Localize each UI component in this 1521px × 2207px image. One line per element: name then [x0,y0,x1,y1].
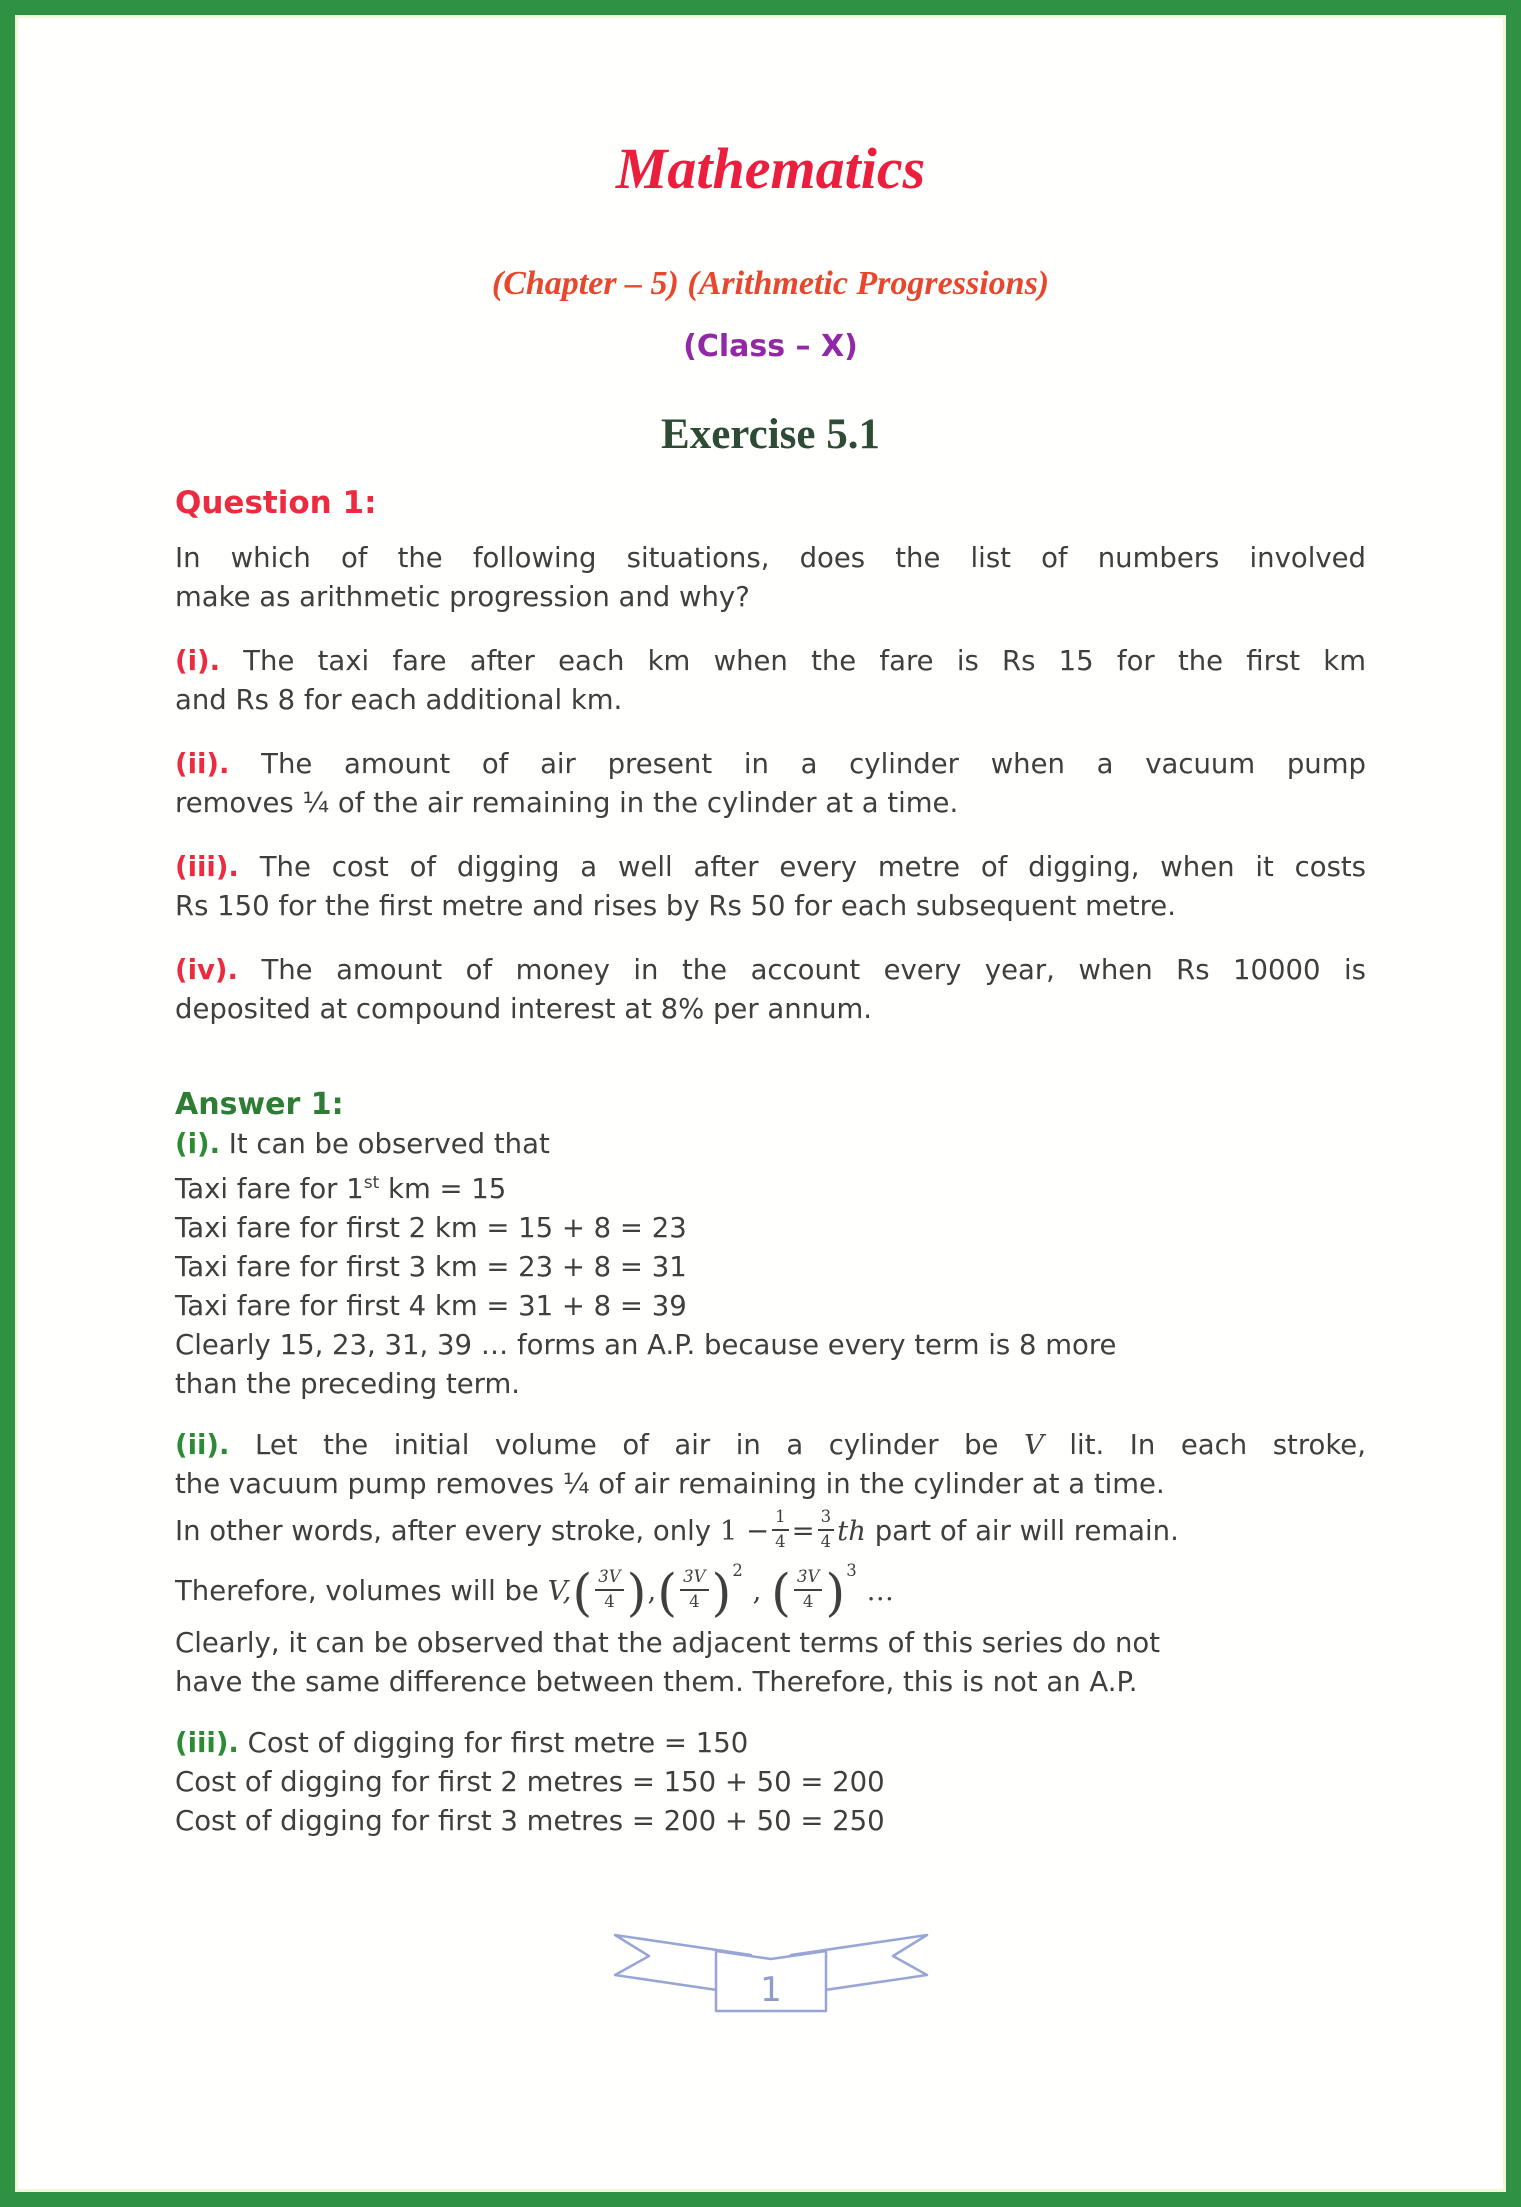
question-item-iii [175,848,1366,926]
fraction-three-fourth: $\frac{3}{4}$ [818,1509,835,1550]
item-text: It can be observed that [228,1128,550,1160]
fraction-3v4-cubed [771,1561,857,1623]
variable-v: V, [547,1575,572,1608]
item-text: Cost of digging for first metre = 150 [247,1727,749,1760]
answer-part-iii [175,1724,1366,1841]
chapter-subtitle: (Chapter – 5) (Arithmetic Progressions) [491,265,1050,302]
text-line: In which of the following situations, does the list of numbers involved [175,542,1366,574]
left-paren: ( [657,1563,678,1623]
text-line [175,848,1366,887]
page-number: 1 [759,1970,782,2011]
item-text: The amount of air present in a cylinder when a vacuum pump [261,748,1366,780]
text-line: Cost of digging for first 3 metres = 200 + 50 = 250 [175,1805,885,1838]
text-line: and Rs 8 for each additional km. [175,684,623,716]
variable-v: V [1024,1429,1044,1462]
class-subtitle: (Class – X) [683,329,858,364]
text-line: have the same difference between them. Therefore, this is not an A.P. [175,1666,1138,1699]
item-text: lit. In each stroke, [1069,1429,1366,1462]
text-line: make as arithmetic progression and why? [175,581,750,613]
fraction: $\frac{3V}{4}$ [680,1569,708,1610]
left-paren: ( [572,1563,593,1623]
item-marker: (ii). [175,1429,230,1462]
answer-part-ii [175,1426,1366,1702]
volumes-lead: Therefore, volumes will be [175,1575,539,1608]
text-line: Cost of digging for first 2 metres = 150 + 50 = 200 [175,1766,885,1799]
exponent-3: 3 [846,1561,857,1580]
item-text: Let the initial volume of air in a cylinder be [254,1429,999,1462]
question-item-i [175,642,1366,720]
exponent-2: 2 [732,1561,743,1580]
math-expression [719,1507,866,1551]
text-line [175,1426,1366,1465]
item-text: km = 15 [388,1173,507,1206]
text-line: Rs 150 for the first metre and rises by Rs 50 for each subsequent metre. [175,890,1176,922]
text-line: than the preceding term. [175,1368,520,1401]
text-line: Clearly 15, 23, 31, 39 … forms an A.P. because every term is 8 more [175,1329,1117,1362]
item-marker: (iii). [175,1727,239,1760]
text-line [175,745,1366,784]
left-paren: ( [771,1563,791,1623]
item-marker: (i). [175,645,221,677]
page-number-ribbon [601,1911,941,2021]
question-item-iv [175,951,1366,1029]
question-heading: Question 1: [175,485,377,521]
text-line: Taxi fare for first 4 km = 31 + 8 = 39 [175,1290,687,1323]
question-item-ii [175,745,1366,823]
item-text: The amount of money in the account every year, when Rs 10000 is [261,954,1366,986]
text-line [175,642,1366,681]
math-term: 1 [719,1515,738,1548]
formula-line [175,1504,1366,1563]
item-text: The taxi fare after each km when the fare is Rs 15 for the first km [243,645,1366,677]
text-line [175,951,1366,990]
text-line [175,1164,1366,1209]
item-text: Taxi fare for 1 [175,1173,364,1206]
fraction: $\frac{3V}{4}$ [794,1569,822,1610]
item-marker: (iii). [175,851,239,883]
text-line: removes ¼ of the air remaining in the cylinder at a time. [175,787,959,819]
text-line [175,1125,1366,1164]
item-marker: (iv). [175,954,238,986]
comma: , [752,1575,762,1608]
page-content [15,133,1506,2025]
right-paren: ) [825,1563,846,1623]
fraction-3v4 [572,1563,647,1623]
th-suffix: th [837,1515,866,1548]
answer-part-i [175,1125,1366,1404]
text-line: Clearly, it can be observed that the adjacent terms of this series do not [175,1627,1161,1660]
text-line [175,1724,1366,1763]
formula-suffix: part of air will remain. [874,1515,1179,1548]
comma: , [647,1575,657,1608]
right-paren: ) [626,1563,647,1623]
page-footer [175,1911,1366,2025]
answer-heading: Answer 1: [175,1087,344,1122]
text-line: deposited at compound interest at 8% per annum. [175,993,873,1025]
text-line: Taxi fare for first 2 km = 15 + 8 = 23 [175,1212,687,1245]
minus-sign: − [746,1515,770,1548]
equals-sign: = [791,1515,815,1548]
exercise-heading: Exercise 5.1 [661,411,880,458]
volumes-line [175,1563,1366,1624]
fraction-one-fourth: $\frac{1}{4}$ [772,1509,789,1550]
ordinal-superscript: st [363,1173,380,1193]
question-intro [175,539,1366,617]
text-line: the vacuum pump removes ¼ of air remaining in the cylinder at a time. [175,1468,1165,1501]
fraction: $\frac{3V}{4}$ [595,1569,623,1610]
text-line: Taxi fare for first 3 km = 23 + 8 = 31 [175,1251,687,1284]
math-expression [547,1561,894,1623]
ellipsis: … [866,1575,894,1608]
item-marker: (i). [175,1128,221,1160]
item-text: The cost of digging a well after every metre of digging, when it costs [259,851,1367,883]
item-marker: (ii). [175,748,230,780]
page-title: Mathematics [615,136,926,201]
fraction-3v4-squared [657,1561,743,1623]
right-paren: ) [711,1563,732,1623]
formula-prefix: In other words, after every stroke, only [175,1515,712,1548]
